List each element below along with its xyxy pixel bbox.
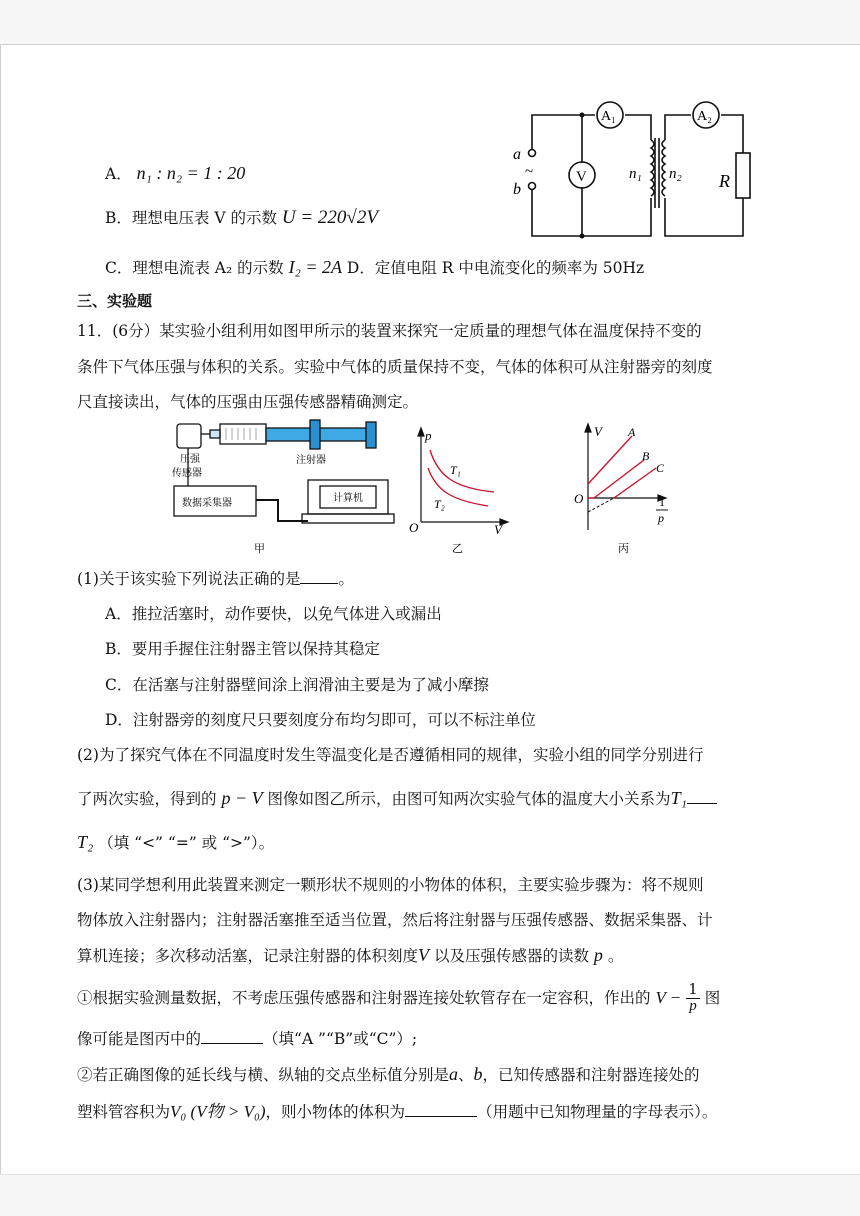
label-data-collector: 数据采集器 (182, 498, 232, 509)
section-title: 三、实验题 (77, 292, 153, 310)
figure-jia-apparatus (168, 418, 398, 558)
caption-bing: 丙 (618, 542, 629, 555)
bing-axis-v: V (594, 424, 602, 439)
answer-blank-4[interactable] (405, 1116, 477, 1117)
part2-line1: (2)为了探究气体在不同温度时发生等温变化是否遵循相同的规律，实验小组的同学分别进行 (77, 746, 704, 764)
label-sensor-line1: 压强 (180, 454, 200, 465)
bing-label-b: B (642, 449, 650, 463)
circuit-label-a2: A₂ (697, 109, 712, 124)
part1-question-end: 。 (338, 570, 354, 588)
part1-option-d: D．注射器旁的刻度尺只要刻度分布均匀即可，可以不标注单位 (105, 711, 536, 729)
yi-label-t2: T₂ (434, 497, 445, 511)
yi-axis-p: p (425, 428, 432, 443)
part3-fraction-num: 1 (688, 980, 698, 998)
option-b-text: B．理想电压表 V 的示数 (105, 209, 277, 227)
bing-origin: O (574, 491, 584, 506)
page-left-edge (0, 44, 1, 1174)
yi-label-t1: T₁ (450, 463, 461, 477)
caption-yi: 乙 (452, 542, 463, 555)
option-a-q10 (105, 163, 245, 185)
part3-line1: (3)某同学想利用此装置来测定一颗形状不规则的小物体的体积，主要实验步骤为：将不规则 (77, 876, 704, 894)
part3-sub1-post: 图 (704, 988, 721, 1007)
part2-line2-mid: 图像如图乙所示，由图可知两次实验气体的温度大小关系为 (267, 790, 671, 808)
part3-sub2-pre: ②若正确图像的延长线与横、纵轴的交点坐标值分别是 (77, 1066, 450, 1084)
part3-sub2 (77, 1064, 700, 1086)
option-b-q10 (105, 207, 378, 230)
option-c-text: C．理想电流表 A₂ 的示数 (105, 259, 284, 277)
part3-line3-mid: 以及压强传感器的读数 (433, 947, 589, 965)
bing-label-a: A (628, 425, 636, 439)
figure-bing-v-1p-graph (568, 422, 678, 558)
option-a-label: A． (105, 165, 132, 183)
part3-fraction (686, 982, 700, 1015)
answer-blank-1[interactable] (300, 583, 338, 584)
part3-line3 (77, 945, 623, 967)
option-c-d-q10 (105, 257, 644, 279)
q11-stem-line2: 条件下气体压强与体积的关系。实验中气体的质量保持不变，气体的体积可从注射器旁的刻度 (77, 358, 713, 376)
part2-t2: T₂ (77, 832, 94, 852)
bing-axis-frac-den: p (658, 511, 664, 525)
q11-stem-line1: 11．(6分）某实验小组利用如图甲所示的装置来探究一定质量的理想气体在温度保持不变的 (77, 322, 702, 340)
figure-yi-pv-graph (406, 426, 516, 558)
part3-sub2-line2-pre: 塑料管容积为 (77, 1103, 171, 1121)
q11-stem-line3: 尺直接读出，气体的压强由压强传感器精确测定。 (77, 393, 419, 411)
part2-pv: p − V (221, 788, 263, 808)
part1-option-c: C．在活塞与注射器壁间涂上润滑油主要是为了减小摩擦 (105, 676, 489, 694)
part1-option-a: A．推拉活塞时，动作要快，以免气体进入或漏出 (105, 605, 442, 623)
circuit-label-r: R (719, 171, 730, 191)
circuit-label-n2: n₂ (669, 166, 682, 182)
label-computer: 计算机 (333, 493, 363, 504)
bing-label-c: C (656, 461, 665, 475)
option-b-expr: U = 220√2V (281, 207, 378, 228)
part3-sub2-post: ，已知传感器和注射器连接处的 (482, 1066, 700, 1084)
part3-v: V (418, 945, 430, 965)
yi-axis-v: V (494, 522, 502, 537)
circuit-diagram (505, 98, 760, 244)
part3-sub2-line2-mid: ，则小物体的体积为 (265, 1103, 406, 1121)
part2-t1: T₁ (670, 788, 687, 808)
circuit-label-b: b (513, 181, 521, 198)
option-a-expr: n₁ : n₂ = 1 : 20 (136, 163, 246, 183)
part3-line3-pre: 算机连接；多次移动活塞，记录注射器的体积刻度 (77, 947, 419, 965)
bing-axis-frac-num: 1 (659, 495, 665, 509)
circuit-label-a: a (513, 146, 521, 163)
part1-option-b: B．要用手握住注射器主管以保持其稳定 (105, 640, 380, 658)
part3-sub1-line2-pre: 像可能是图丙中的 (77, 1030, 202, 1048)
part3-sep: 、 (458, 1066, 474, 1084)
part3-sub2-line2-post: （用题中已知物理量的字母表示）。 (477, 1103, 718, 1121)
circuit-label-n1: n₁ (629, 166, 642, 182)
circuit-label-a1: A₁ (601, 109, 616, 124)
part2-line2 (77, 788, 717, 810)
part3-sub1-expr: V − (655, 988, 682, 1008)
answer-blank-3[interactable] (201, 1043, 263, 1044)
part3-fraction-den: p (689, 997, 697, 1014)
yi-origin: O (409, 520, 419, 535)
part3-p: p (593, 945, 603, 965)
part2-line2-pre: 了两次实验，得到的 (77, 790, 217, 808)
part3-b: b (473, 1064, 483, 1084)
part3-sub1-pre: ①根据实验测量数据，不考虑压强传感器和注射器连接处软管存在一定容积，作出的 (77, 988, 651, 1007)
part2-line3 (77, 832, 274, 854)
part3-line2: 物体放入注射器内；注射器活塞推至适当位置，然后将注射器与压强传感器、数据采集器、计 (77, 911, 713, 929)
caption-jia: 甲 (254, 542, 265, 555)
part2-line3-text: （填 “<” “=” 或 “>”）。 (98, 834, 275, 852)
part3-sub1-line2-post: （填“A ”“B”或“C”）; (263, 1030, 418, 1048)
part3-sub2-line2 (77, 1102, 717, 1122)
part3-a: a (449, 1064, 459, 1084)
answer-blank-2[interactable] (687, 803, 717, 804)
option-d-text: D．定值电阻 R 中电流变化的频率为 50Hz (346, 259, 645, 277)
part3-sub1 (77, 982, 720, 1015)
option-c-expr: I₂ = 2A (288, 257, 342, 277)
page-bottom-margin (0, 1174, 860, 1216)
circuit-label-v: V (576, 169, 587, 185)
part1-question-text: (1)关于该实验下列说法正确的是 (77, 570, 301, 588)
part1-question (77, 570, 354, 589)
part3-v0-expr: V₀ (V物 > V₀) (170, 1102, 266, 1121)
part3-sub1-line2 (77, 1030, 417, 1049)
page-top-margin (0, 0, 860, 45)
label-sensor-line2: 传感器 (172, 468, 202, 479)
part3-line3-end: 。 (607, 947, 624, 965)
circuit-label-ac: ~ (525, 164, 534, 180)
label-syringe: 注射器 (296, 455, 326, 466)
